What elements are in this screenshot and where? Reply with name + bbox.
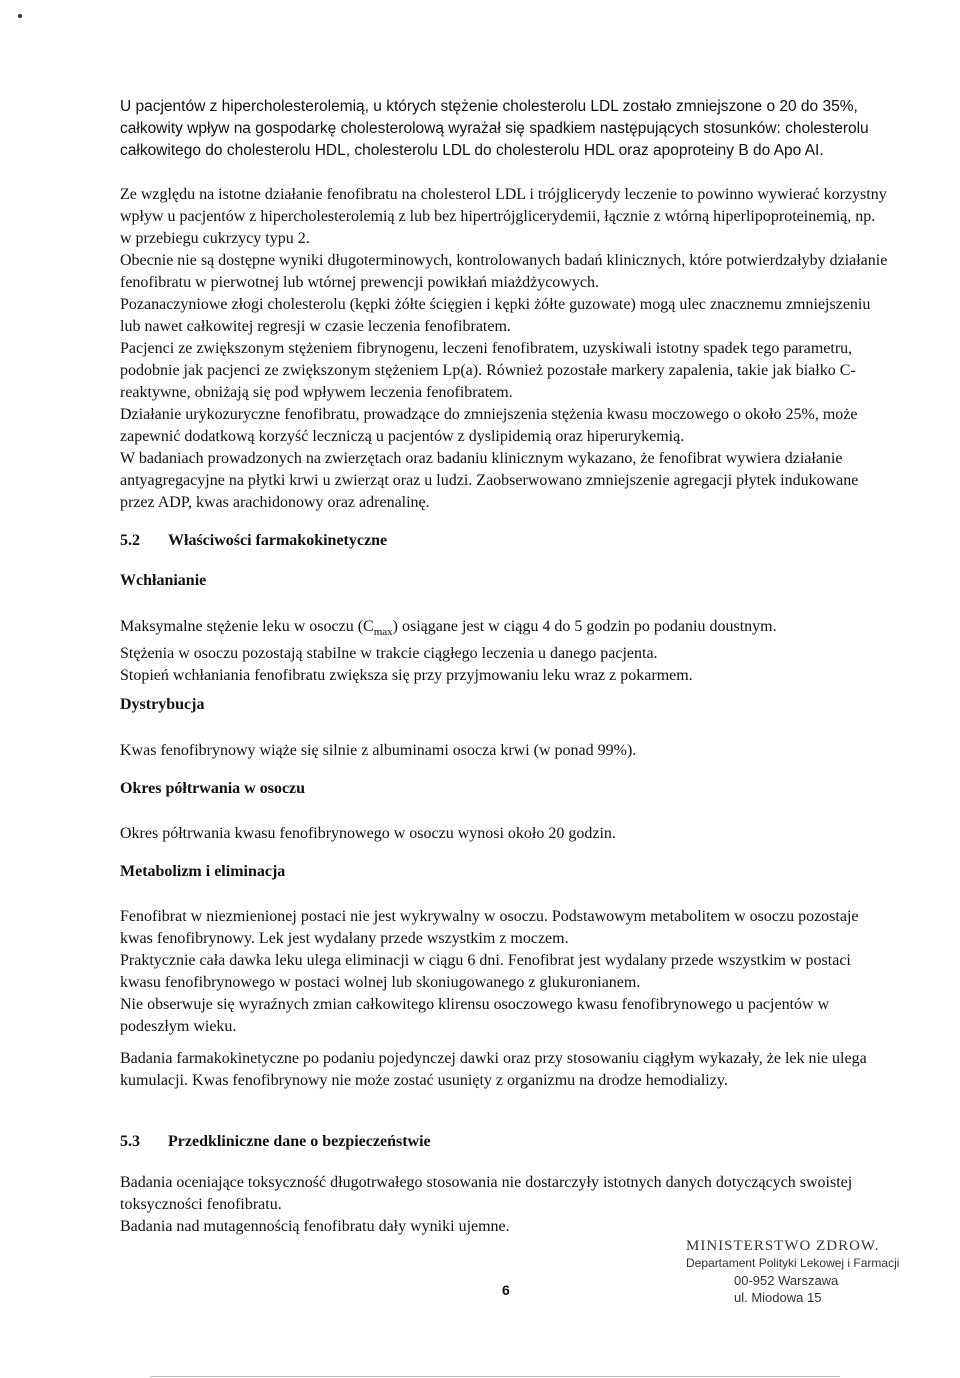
- subheading-dystrybucja: Dystrybucja: [120, 696, 205, 713]
- metabolizm-paragraph: Fenofibrat w niezmienionej postaci nie jest wykrywalny w osoczu. Podstawowym metabolitem w osoczu pozostaje kwas fenofibrynowy. Lek jest wydalany przede wszystkim z moczem.: [120, 908, 859, 947]
- dystrybucja-paragraph: Kwas fenofibrynowy wiąże się silnie z albuminami osocza krwi (w ponad 99%).: [120, 742, 637, 759]
- metabolizm-paragraph: Nie obserwuje się wyraźnych zmian całkowitego klirensu osoczowego kwasu fenofibrynowego u pacjentów w podeszłym wieku.: [120, 996, 830, 1035]
- metabolizm-paragraph: Badania farmakokinetyczne po podaniu pojedynczej dawki oraz przy stosowaniu ciągłym wykazały, że lek nie ulega kumulacji. Kwas fenofibrynowy nie może zostać usunięty z organizmu na drodze hemodializy.: [120, 1050, 867, 1089]
- text-run: ) osiągane jest w ciągu 4 do 5 godzin po podaniu doustnym.: [392, 618, 777, 635]
- section-5-3-paragraph: Badania oceniające toksyczność długotrwałego stosowania nie dostarczyły istotnych danych dotyczących swoistej toksyczności fenofibratu.: [120, 1174, 853, 1213]
- section-5-3-paragraph: Badania nad mutagennością fenofibratu dały wyniki ujemne.: [120, 1218, 510, 1235]
- body-paragraph: Obecnie nie są dostępne wyniki długoterminowych, kontrolowanych badań klinicznych, które potwierdzałyby działanie fenofibratu w pierwotnej lub wtórnej prewencji powikłań miażdżycowych.: [120, 252, 888, 291]
- wchlanianie-paragraph: [120, 616, 890, 643]
- ministry-stamp: [686, 1238, 956, 1306]
- subheading-metabolizm: Metabolizm i eliminacja: [120, 863, 286, 880]
- metabolizm-text-2: [120, 1048, 890, 1092]
- stamp-line: MINISTERSTWO ZDROW.: [686, 1238, 880, 1254]
- scan-speck: [18, 14, 22, 18]
- section-title: Właściwości farmakokinetyczne: [168, 532, 388, 549]
- scan-edge-line: [150, 1376, 840, 1377]
- section-title: Przedkliniczne dane o bezpieczeństwie: [168, 1133, 431, 1150]
- wchlanianie-paragraph: Stężenia w osoczu pozostają stabilne w trakcie ciągłego leczenia u danego pacjenta.: [120, 645, 658, 663]
- wchlanianie-paragraph: Stopień wchłaniania fenofibratu zwiększa się przy przyjmowaniu leku wraz z pokarmem.: [120, 667, 693, 685]
- section-number: 5.3: [120, 1133, 140, 1150]
- stamp-line: ul. Miodowa 15: [734, 1290, 822, 1305]
- body-paragraph: Ze względu na istotne działanie fenofibratu na cholesterol LDL i trójglicerydy leczenie to powinno wywierać korzystny wpływ u pacjentów z hipercholesterolemią z lub bez hipertrójglicerydemii, łącznie z wtórną hiperlipoproteinemią, np. w przebiegu cukrzycy typu 2.: [120, 186, 887, 247]
- dystrybucja-text: [120, 740, 890, 762]
- body-paragraph: Pacjenci ze zwiększonym stężeniem fibrynogenu, leczeni fenofibratem, uzyskiwali istotny spadek tego parametru, podobnie jak pacjenci ze zwiększonym stężeniem Lp(a). Również pozostałe markery zapalenia, takie jak białko C-reaktywne, obniżają się pod wpływem leczenia fenofibratem.: [120, 340, 856, 401]
- section-5-3-text: [120, 1172, 890, 1238]
- section-number: 5.2: [120, 532, 140, 549]
- stamp-line: 00-952 Warszawa: [734, 1273, 839, 1288]
- subheading-wchlanianie: Wchłanianie: [120, 572, 207, 589]
- subscript: max: [373, 626, 393, 639]
- metabolizm-paragraph: Praktycznie cała dawka leku ulega eliminacji w ciągu 6 dni. Fenofibrat jest wydalany przede wszystkim w postaci kwasu fenofibrynowego w postaci wolnej lub skoniugowanego z glukuronianem.: [120, 952, 851, 991]
- wchlanianie-text: [120, 616, 890, 687]
- body-paragraph: W badaniach prowadzonych na zwierzętach oraz badaniu klinicznym wykazano, że fenofibrat wywiera działanie antyagregacyjne na płytki krwi u zwierząt oraz u ludzi. Zaobserwowano zmniejszenie agregacji płytek indukowane przez ADP, kwas arachidonowy oraz adrenalinę.: [120, 450, 859, 511]
- subheading-okres: Okres półtrwania w osoczu: [120, 780, 306, 797]
- intro-text: [120, 96, 890, 162]
- metabolizm-text: [120, 906, 890, 1038]
- stamp-line: Departament Polityki Lekowej i Farmacji: [686, 1256, 900, 1270]
- body-paragraph: Pozanaczyniowe złogi cholesterolu (kępki żółte ścięgien i kępki żółte guzowate) mogą ulec znacznemu zmniejszeniu lub nawet całkowitej regresji w czasie leczenia fenofibratem.: [120, 296, 871, 335]
- text-run: Maksymalne stężenie leku w osoczu (C: [120, 618, 374, 635]
- body-text: [120, 184, 890, 514]
- section-heading-5-3: [120, 1133, 431, 1151]
- body-paragraph: Działanie urykozuryczne fenofibratu, prowadzące do zmniejszenia stężenia kwasu moczowego o około 25%, może zapewnić dodatkową korzyść leczniczą u pacjentów z dyslipidemią oraz hiperurykemią.: [120, 406, 858, 445]
- section-heading-5-2: [120, 532, 387, 550]
- intro-paragraph: U pacjentów z hipercholesterolemią, u których stężenie cholesterolu LDL zostało zmniejszone o 20 do 35%, całkowity wpływ na gospodarkę cholesterolową wyrażał się spadkiem następujących stosunków: cholesterolu całkowitego do cholesterolu HDL, cholesterolu LDL do cholesterolu HDL oraz apoproteiny B do Apo AI.: [120, 98, 869, 159]
- okres-text: [120, 823, 890, 845]
- page-number: 6: [502, 1282, 510, 1298]
- okres-paragraph: Okres półtrwania kwasu fenofibrynowego w osoczu wynosi około 20 godzin.: [120, 825, 616, 842]
